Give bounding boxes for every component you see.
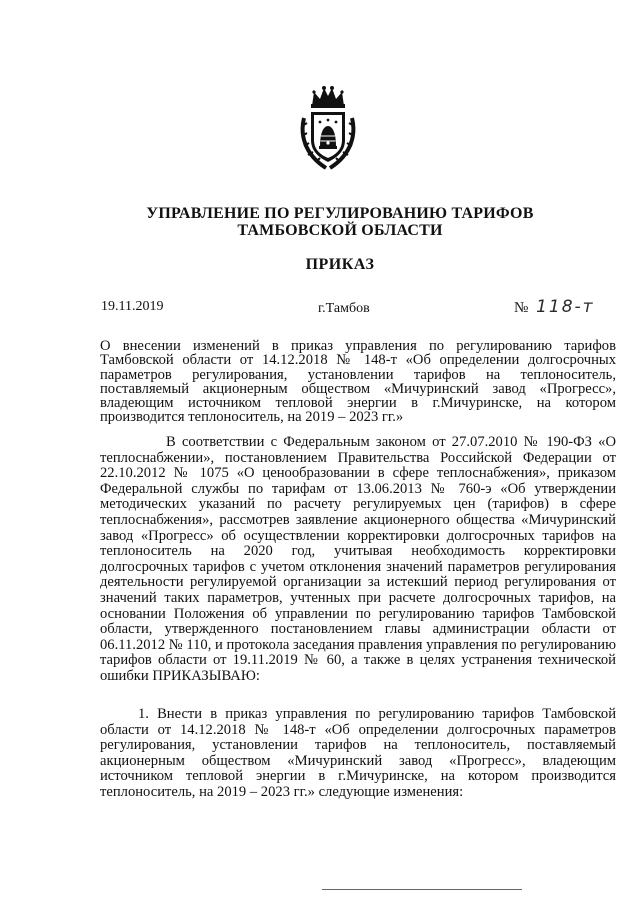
document-city: г.Тамбов: [318, 301, 370, 316]
coat-of-arms-icon: [298, 84, 358, 172]
document-date: 19.11.2019: [101, 299, 164, 314]
organization-name-line2: ТАМБОВСКОЙ ОБЛАСТИ: [237, 222, 443, 239]
order-item-1-text: 1. Внести в приказ управления по регулированию тарифов Тамбовской области от 14.12.2018 № 148-т «Об определении долгосрочных параметров регулирования, установлении тарифов на теплоноситель, поставляемый акционерным обществом «Мичуринский завод «Прогресс», владеющим источником тепловой энергии в г.Мичуринске, на котором производится теплоноситель, на 2019 – 2023 гг.» следующие изменения:: [100, 706, 616, 800]
document-number: [514, 297, 595, 317]
preamble-paragraph: [100, 435, 616, 685]
document-type-title: ПРИКАЗ: [305, 256, 375, 273]
handwritten-number: 118-т: [536, 297, 595, 317]
footer-divider: [322, 889, 522, 890]
document-subject: О внесении изменений в приказ управления по регулированию тарифов Тамбовской области от 14.12.2018 № 148-т «Об определении долгосрочных параметров регулирования, установлении тарифов на теплоноситель, поставляемый акционерным обществом «Мичуринский завод «Прогресс», владеющим источником тепловой энергии в г.Мичуринске, на котором производится теплоноситель, на 2019 – 2023 гг.»: [100, 338, 616, 426]
preamble-text: В соответствии с Федеральным законом от 27.07.2010 № 190-ФЗ «О теплоснабжении», постановлением Правительства Российской Федерации от 22.10.2012 № 1075 «О ценообразовании в сфере теплоснабжения», приказом Федеральной службы по тарифам от 13.06.2013 № 760-э «Об утверждении методических указаний по расчету регулируемых цен (тарифов) в сфере теплоснабжения», рассмотрев заявление акционерного общества «Мичуринский завод «Прогресс» об осуществлении корректировки долгосрочных тарифов на теплоноситель на 2020 год, учитывая необходимость корректировки долгосрочных тарифов с учетом отклонения значений параметров регулирования деятельности регулируемой организации за истекший период регулирования от значений таких параметров, учтенных при расчете долгосрочных тарифов, на основании Положения об управлении по регулированию тарифов Тамбовской области, утвержденного постановлением главы администрации области от 06.11.2012 № 110, и протокола заседания правления управления по регулированию тарифов области от 19.11.2019 № 60, а также в целях устранения технической ошибки ПРИКАЗЫВАЮ:: [100, 434, 616, 684]
order-item-1: [100, 707, 616, 801]
organization-name-line1: УПРАВЛЕНИЕ ПО РЕГУЛИРОВАНИЮ ТАРИФОВ: [146, 205, 534, 222]
number-sign: №: [514, 300, 529, 316]
